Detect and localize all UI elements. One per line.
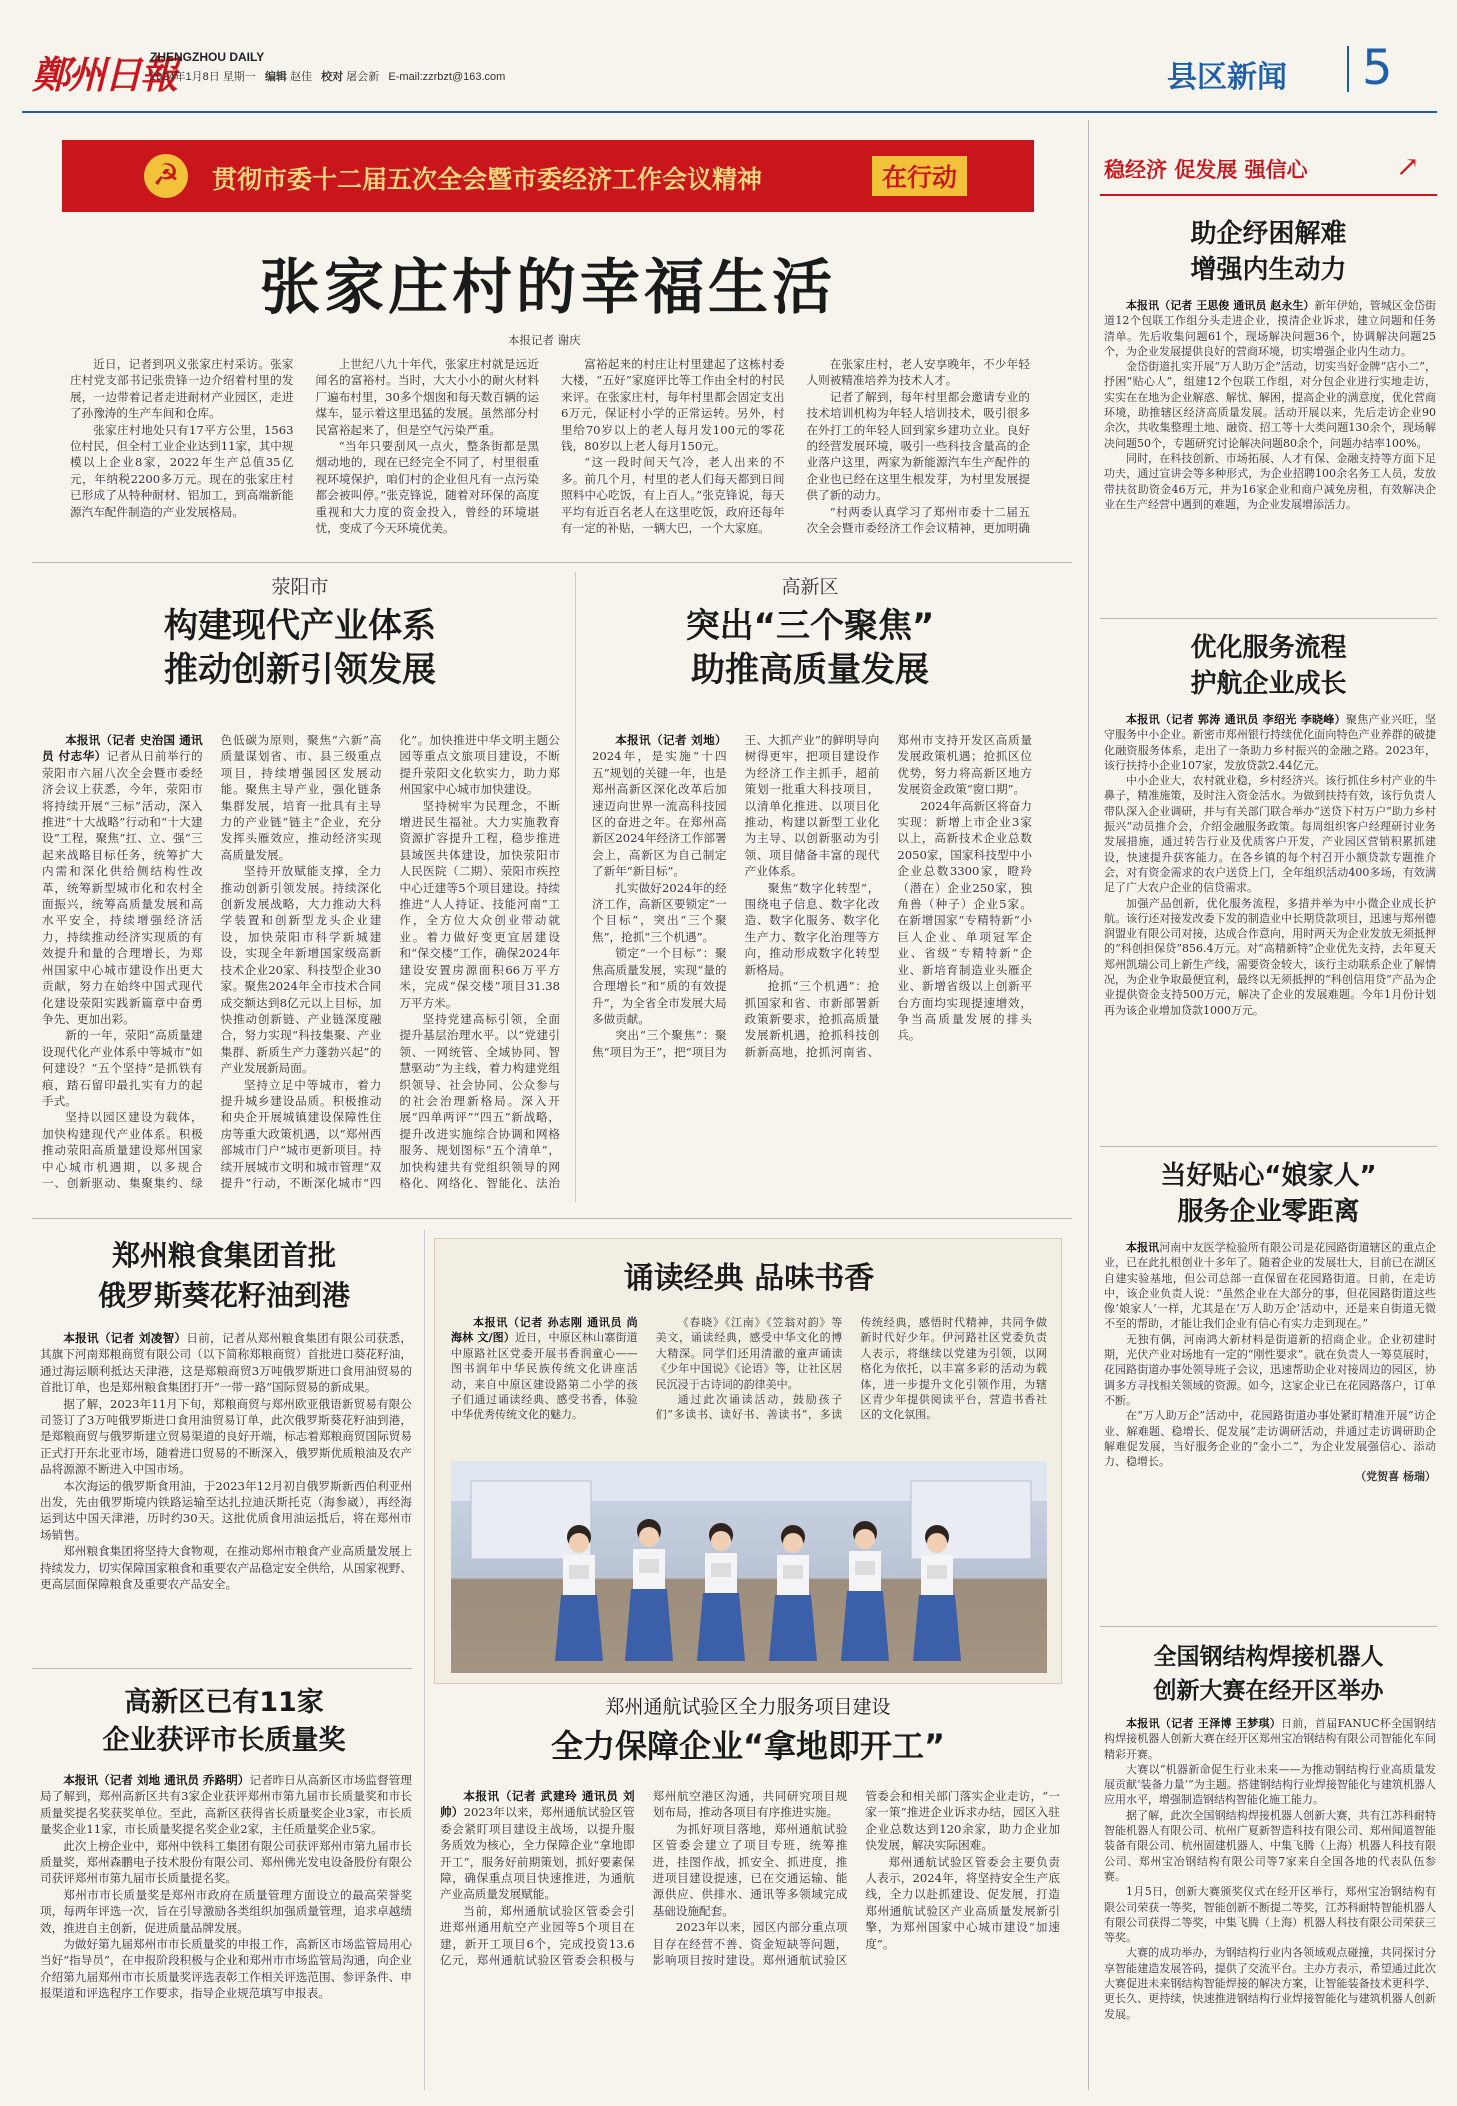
gaoxin-kicker: 高新区 xyxy=(781,576,839,598)
sidebar-rule xyxy=(1100,618,1437,619)
sidebar-story2-paragraph: 中小企业大，农村就业稳，乡村经济兴。该行抓住乡村产业的牛鼻子，精准施策，及时注入资金活水。为做到扶持有效，该行负责人带队深入企业调研，并与有关部门联合举办“送贷下村万户”助力乡村振兴“动员推介会，介绍金融服务政策。每周组织客户经理研讨业务发展措施，通过转告行业及优质客户开发，产业园区营销积累抓建设，快速提升获客能力。在各乡镇的每个村召开小额贷款专题推介会，对有资金需求的农户送贷上门，全年组织活动400多场，有效满足了广大农户企业的信贷需求。 xyxy=(1104,774,1436,895)
newspaper-logo: 鄭州日報 xyxy=(32,52,177,97)
lead-story-title: 张家庄村的幸福生活 xyxy=(260,253,836,323)
mid-rule xyxy=(32,1218,1072,1219)
xingyang-paragraph: 坚持树牢为民理念，不断增进民生福祉。大力实施教育资源扩容提升工程，稳步推进县域医共体建设，加快荥阳市人民医院（二期）、荥阳市疾控中心迁建等5个项目建设。持续推进“人人持证、技能河南”工作，全方位大众创业带动就业。着力做好变更宜居建设和“保交楼”工作，确保2024年建设安置房源面积66万平方米，完成“保交楼”项目31.38万平方米。 xyxy=(399,798,560,1010)
grain-paragraph: 日前，记者从郑州粮食集团有限公司获悉，其旗下河南郑粮商贸有限公司（以下简称郑粮商贸）首批进口葵花籽油，通过海运顺利抵达天津港，这是郑粮商贸3万吨俄罗斯进口食用油贸易的首批订单，也是郑州粮食集团打开“一带一路”国际贸易的新成果。 xyxy=(40,1331,412,1395)
grain-paragraph: 本次海运的俄罗斯食用油，于2023年12月初自俄罗斯新西伯利亚州出发，先由俄罗斯境内铁路运输至达扎拉迪沃斯托克（海参崴），再经海运到达中国天津港，历时约30天。这批优质食用油运抵后，将在郑州市场销售。 xyxy=(40,1478,412,1542)
section-title: 县区新闻 xyxy=(1167,60,1287,95)
sidebar-story3-signoff: （党贺喜 杨瑞） xyxy=(1355,1470,1436,1484)
sidebar-story1-title-line-1: 助企纾困解难 xyxy=(1190,219,1347,249)
xingyang-paragraph: 坚持党建高标引领，全面提升基层治理水平。以“党建引领、一网统管、全域协同、智慧驱动”为主线，着力构建党组织领导、社会协同、公众参与的社会治理新格局。深入开展“四单两评”“四五”新战略，提升改进实施综合协调和网格服务、规划图标“五个清单”，加快构建共有党组织领导的网格化、网络化、智能化、法治 xyxy=(399,1011,560,1190)
editor-label: 编辑 xyxy=(264,71,287,83)
reading-paragraph: 近日，中原区林山寨街道中原路社区党委开展书香润童心——图书润年中华民族传统文化讲座活动，来自中原区建设路第二小学的孩子们通过诵读经典、感受书香，体验中华优秀传统文化的魅力。 xyxy=(451,1331,638,1422)
airport-paragraph: 2023年以来，园区内部分重点项目存在经营不善、资金短缺等问题，影响项目按时建设。郑州通航试验区管委会和相关部门落实企业走访，“一家一策”推进企业诉求办结，园区入驻企业总数达到120余家，助力企业加快发展，解决实际困难。 xyxy=(652,1789,1060,1968)
sidebar-story2-title-line-2: 护航企业成长 xyxy=(1190,669,1347,699)
sidebar-story1-paragraph: 新年伊始，管城区金岱街道12个包联工作组分头走进企业，摸清企业诉求，建立问题和任务清单。先后收集问题61个，现场解决问题36个，协调解决问题25个，为企业发展提供良好的营商环境，切实增强企业内生动力。 xyxy=(1104,299,1436,358)
award-paragraph: 此次上榜企业中，郑州中铁科工集团有限公司获评郑州市第九届市长质量奖，郑州森鹏电子技术股份有限公司、郑州佛光发电设备股份有限公司获评郑州市第九届市长质量提名奖。 xyxy=(40,1838,412,1886)
sidebar-banner xyxy=(1100,150,1437,190)
banner-tag: 在行动 xyxy=(872,156,967,196)
xingyang-paragraph: 坚持开放赋能支撑，全力推动创新引领发展。持续深化创新发展战略，大力推动大科学装置和创新型龙头企业建设，加快荥阳市科学新城建设，实现全年新增国家级高新技术企业20家、科技型企业30家。聚焦2024年全市技术合同成交额达到8亿元以上目标，加快推动创新链、产业链深度融合，努力实现“科技集聚、产业集群、新质生产力蓬勃兴起”的产业发展新局面。 xyxy=(220,864,382,1076)
page-number-divider xyxy=(1347,46,1349,92)
gaoxin-paragraph: 抢抓“三个机遇”：抢抓国家和省、市新部署新政策新要求，抢抓高质量发展新机遇，抢抓科技创新新高地，抢抓河南省、郑州市支持开发区高质量发展政策机遇；抢抓区位优势，努力将高新区地方发展资金政策“窗口期”。 xyxy=(744,733,1032,1059)
sidebar-story4-title-line-2: 创新大赛在经开区举办 xyxy=(1153,1678,1384,1704)
issue-date: 2024年1月8日 星期一 xyxy=(150,71,256,83)
sidebar-story2-body xyxy=(1104,712,1436,1136)
lead-story-byline: 本报记者 谢庆 xyxy=(508,333,581,347)
lead-story-paragraph: 在张家庄村，老人安享晚年，不少年轻人则被精准培养为技术人才。 xyxy=(806,357,1030,388)
reading-title: 诵读经典 品味书香 xyxy=(623,1261,875,1296)
sidebar-story4-body xyxy=(1104,1716,1436,2088)
masthead-rule xyxy=(22,111,1437,113)
child-figures xyxy=(555,1519,961,1661)
gaoxin-title-line-2: 助推高质量发展 xyxy=(691,650,929,690)
airport-title: 全力保障企业“拿地即开工” xyxy=(550,1727,946,1765)
gaoxin-paragraph: 突出“三个聚焦”：聚焦“项目为王”，把“项目为王、大抓产业”的鲜明导向树得更牢，把项目建设作为经济工作主抓手，超前策划一批重大科技项目，以清单化推进、以项目化推动，构建以新型工业化为主导、以创新驱动为引领、项目储备丰富的现代产业体系。 xyxy=(592,733,880,1059)
award-body xyxy=(40,1772,412,2088)
sidebar-story2-lead-label: 本报讯（记者 郭涛 通讯员 李绍光 李晓峰） xyxy=(1126,713,1346,726)
airport-kicker: 郑州通航试验区全力服务项目建设 xyxy=(605,1696,891,1718)
lead-story-paragraph: 近日，记者到巩义张家庄村采访。张家庄村党支部书记张贵锋一边介绍着村里的发展，一边带着记者走进耐材产业园区，走进了孙豫涛的生产车间和仓库。 xyxy=(70,357,294,421)
lead-story-paragraph: 上世纪八九十年代，张家庄村就是远近闻名的富裕村。当时，大大小小的耐火材料厂遍布村里，30多个烟囱和每天数百辆的运煤车，显示着这里迅猛的发展。虽然部分村民富裕起来了，但是空气污染严重。 xyxy=(315,357,539,437)
gaoxin-paragraph: 2024年，是实施“十四五”规划的关键一年，也是郑州高新区深化改革后加速迈向世界一流高科技园区的奋进之年。在郑州高新区2024年经济工作部署会上，高新区为自己制定了新年“新目标”。 xyxy=(592,749,727,879)
gaoxin-paragraph: 扎实做好2024年的经济工作，高新区要锁定“一个目标”，突出“三个聚焦”，抢抓“三个机遇”。 xyxy=(592,880,727,944)
sidebar-story4-paragraph: 日前，首届FANUC杯全国钢结构焊接机器人创新大赛在经开区郑州宝冶钢结构有限公司智能化车间精彩开赛。 xyxy=(1104,1717,1436,1761)
award-paragraph: 为做好第九届郑州市市长质量奖的申报工作，高新区市场监管局用心当好“指导员”，在申报阶段积极与企业和郑州市市场监管局沟通，向企业介绍第九届郑州市市长质量奖评选表彰工作相关评选范围、参评条件、申报渠道和评选程序工作要求，指导企业规范填写申报表。 xyxy=(40,1937,412,2001)
column-divider xyxy=(575,572,576,1202)
contact-email[interactable]: E-mail:zzrbzt@163.com xyxy=(388,71,506,83)
award-title-line-2: 企业获评市长质量奖 xyxy=(102,1725,346,1756)
lead-story-paragraph: “当年只要刮风一点火，整条街都是黑烟动地的，现在已经完全不同了，村里很重视环境保护，咱们村的企业但凡有一点污染都会被叫停。”张克锋说，随着对环保的高度重视和大力度的资金投入，曾经的环境堪忧，变成了今天环境优美。 xyxy=(315,439,539,536)
xingyang-paragraph: 新的一年，荥阳“高质量建设现代化产业体系中等城市”如何建设？“五个坚持”是抓铁有痕，踏石留印最扎实有力的起手式。 xyxy=(42,1028,203,1108)
sidebar-banner-text: 稳经济 促发展 强信心 xyxy=(1104,158,1308,182)
sidebar-story3-paragraph: 无独有偶，河南鸿大新材料是街道新的招商企业。企业初建时期，光伏产业对场地有一定的“刚性要求”。就在负责人一筹莫展时，花园路街道办事处领导班子会议，迅速帮助企业对接周边的园区，协调多方寻找相关领域的资源。如今，这家企业已在花园路落户，订单不断。 xyxy=(1104,1332,1436,1407)
xingyang-lead-label: 本报讯（记者 史治国 通讯员 付志华） xyxy=(42,733,203,764)
sidebar-story1-lead-label: 本报讯（记者 王思俊 通讯员 赵永生） xyxy=(1126,299,1315,312)
grain-lead-label: 本报讯（记者 刘凌智） xyxy=(63,1331,187,1345)
airport-body xyxy=(440,1788,1060,2088)
banner-text: 贯彻市委十二届五次全会暨市委经济工作会议精神 xyxy=(212,165,763,194)
proof-name: 屠会新 xyxy=(346,71,380,83)
sidebar-story3-paragraph: 在“万人助万企”活动中，花园路街道办事处紧盯精准开展“访企业、解难题、稳增长、促发展”走访调研活动，并通过走访调研助企解难促发展，当好服务企业的“金小二”，为企业发展强信心、添动力、稳增长。 xyxy=(1104,1409,1436,1469)
airport-paragraph: 当前，郑州通航试验区管委会引进郑州通用航空产业园等5个项目在建，新开工项目6个，完成投资13.6亿元，郑州通航试验区管委会积极与郑州航空港区沟通，共同研究项目规划布局，推动各项目有序推进实施。 xyxy=(440,1789,848,1968)
sidebar-story4-paragraph: 1月5日，创新大赛颁奖仪式在经开区举行，郑州宝冶钢结构有限公司荣获一等奖，智能创新不断提二等奖，江苏科耐特智能机器人有限公司获得二等奖，中集飞腾（上海）机器人科技有限公司荣获三等奖。 xyxy=(1104,1885,1436,1945)
lead-story-paragraph: “村两委认真学习了郑州市委十二届五次全会暨市委经济工作会议精神，更加明确 xyxy=(806,504,1030,536)
gaoxin-paragraph: 2024年高新区将奋力实现：新增上市企业3家以上，高新技术企业总数2050家，国家科技型中小企业总数3300家，瞪羚（潜在）企业250家，独角兽（种子）企业5家。在新增国家“专精特新”小巨人企业、单项冠军企业、省级“专精特新”企业、新培育制造业头雁企业、新增省级以上创新平台方面均实现提速增效，争当高质量发展的排头兵。 xyxy=(897,798,1032,1043)
page-number: 5 xyxy=(1362,40,1393,96)
award-paragraph: 郑州市市长质量奖是郑州市政府在质量管理方面设立的最高荣誉奖项，每两年评选一次，旨在引导激励各类组织加强质量管理，追求卓越绩效，推进自主创新，促进质量品牌发展。 xyxy=(40,1887,412,1935)
xingyang-title-line-1: 构建现代产业体系 xyxy=(164,606,436,646)
sidebar-story3-title-line-1: 当好贴心“娘家人” xyxy=(1160,1161,1377,1191)
sidebar-story4-paragraph: 大赛的成功举办，为钢结构行业内各领域观点碰撞，共同探讨分享智能建造发展答码，提供了交流平台。主办方表示，希望通过此次大赛促进未来钢结构智能焊接的解决方案，让智能装备技术更科学、更长久、更持续，快速推进钢结构行业焊接智能化与建筑机器人创新发展。 xyxy=(1104,1946,1436,2021)
sidebar-story3-lead-label: 本报讯 xyxy=(1126,1241,1160,1254)
lead-story-paragraph: 富裕起来的村庄让村里建起了这栋村委大楼，“五好”家庭评比等工作由全村的村民来评。在张家庄村，每年村里都会固定支出6万元，保证村小学的正常运转。另外，村里给70岁以上的老人每月发100元的零花钱，80岁以上老人每月150元。 xyxy=(561,357,785,454)
sidebar-banner-rule xyxy=(1100,194,1437,196)
xingyang-title-line-2: 推动创新引领发展 xyxy=(164,650,436,690)
xingyang-paragraph: 记者从日前举行的荥阳市六届八次全会暨市委经济会议上获悉，今年，荥阳市将持续开展“三标”活动，深入推进“十大战略”行动和“十大建设”工程，聚焦“扛、立、强”三起来战略目标任务，统筹扩大内需和深化供给侧结构性改革，统筹新型城市化和农村全面振兴，统筹高质量发展和高水平安全，持续增强经济活力，持续推动经济实现质的有效提升和量的合理增长，为郑州国家中心城市建设作出更大贡献，努力在始终中国式现代化建设荥阳实践新篇章中奋勇争先、更加出彩。 xyxy=(42,749,203,1026)
sidebar-story1-body xyxy=(1104,298,1436,608)
sidebar-story1-paragraph: 金岱街道扎实开展“万人助万企”活动，切实当好金牌“店小二”，抒困“贴心人”，组建12个包联工作组，对分包企业进行实地走访，实实在在地为企业解惑、解忧、解困，提高企业的满意度，优化营商环境，助推辖区经济高质量发展。活动开展以来，先后走访企业90余次，共收集整理土地、融资、招工等十大类问题130余个，现场解决问题50个，专题研究讨论解决问题80余个，问题办结率100%。 xyxy=(1104,360,1436,450)
masthead xyxy=(22,40,1437,100)
sidebar-story1-title-line-2: 增强内生动力 xyxy=(1190,255,1347,285)
lead-story-paragraph: 张家庄村地处只有17平方公里，1563位村民，但全村工业企业达到11家，其中规模以上企业8家，2022年生产总值35亿元，年纳税2200多万元。现在的张家庄村已形成了从特种耐材、铝加工，到高端新能源汽车配件制造的产业发展格局。 xyxy=(70,422,294,519)
rising-arrow-icon: ↗ xyxy=(1396,150,1420,183)
grain-paragraph: 据了解，2023年11月下旬，郑粮商贸与郑州欧亚俄语新贸易有限公司签订了3万吨俄罗斯进口食用油贸易订单，此次俄罗斯葵花籽油到港，是郑粮商贸与俄罗斯建立贸易渠道的良好开端，标志着郑粮商贸国际贸易正式打开东北亚市场，随着进口贸易的不断深入，俄罗斯优质粮油及农产品将源源不断进入中国市场。 xyxy=(40,1396,412,1477)
party-emblem-icon: ☭ xyxy=(144,154,188,198)
gaoxin-paragraph: 聚焦“数字化转型”，围绕电子信息、数字化改造、数字化服务、数字化生产力、数字化治理等方向，推动形成数字化转型新格局。 xyxy=(744,880,880,977)
reading-body xyxy=(451,1315,1047,1455)
award-lead-label: 本报讯（记者 刘地 通讯员 乔路明） xyxy=(63,1773,250,1787)
sidebar-story1-paragraph: 同时，在科技创新、市场拓展、人才有保、金融支持等方面下足功夫，通过宣讲会等多种形式，为企业招聘100余名务工人员，发放带扶贫助资金46万元，并为16家企业和商户减免房租，有效解决企业在生产经营中遇到的难题，为企业发展增添活力。 xyxy=(1104,451,1436,511)
lead-story-paragraph: 记者了解到，每年村里都会邀请专业的技术培训机构为年轻人培训技术，吸引很多在外打工的年轻人回到家乡建功立业。良好的经营发展环境，吸引一些科技含量高的企业落户这里，两家为新能源汽车生产配件的企业也已经在这里生根发芽，为村里发展提供了新的动力。 xyxy=(806,389,1030,503)
column-divider xyxy=(424,1230,425,2090)
gaoxin-body xyxy=(592,732,1032,1202)
grain-paragraph: 郑州粮食集团将坚持大食物观，在推动郑州市粮食产业高质量发展上持续发力，切实保障国家粮食和重要农产品稳定安全供给，从国家视野、更高层面保障粮食及重要农产品安全。 xyxy=(40,1544,412,1592)
xingyang-paragraph: 坚持立足中等城市，着力提升城乡建设品质。积极推动和央企开展城镇建设保障性住房等重大政策机遇，以“郑州西部城市门户”城市更新项目。持续开展城市文明和城市管理“双提升”行动，不断深化城市“四化”。加快推进中华文明主题公园等重点文旅项目建设，不断提升荥阳文化软实力，助力郑州国家中心城市加快建设。 xyxy=(220,733,560,1190)
grain-rule xyxy=(32,1668,412,1669)
sidebar-story4-paragraph: 大赛以“机器新命促生行业未来——为推动钢结构行业高质量发展贡献‘装备力量’”为主题。搭建钢结构行业焊接智能化与建筑机器人应用水平，增强制造钢结构智能化施工能力。 xyxy=(1104,1762,1436,1807)
gaoxin-lead-label: 本报讯（记者 刘地） xyxy=(615,733,727,747)
sidebar-story3-paragraph: 河南中友医学检验所有限公司是花园路街道辖区的重点企业，已在此扎根创业十多年了。随着企业的发展壮大，目前已在湖区自建实验基地，但公司总部一直保留在花园路街道。日前，在走访中，该企业负责人说：“虽然企业在大部分的事，但花园路街道这些像‘娘家人’一样，尤其是在‘万人助万企’活动中，还是来自街道无微不至的帮助，才能让我们企业有信心有实力走到现在。” xyxy=(1104,1241,1436,1331)
sidebar-story4-lead-label: 本报讯（记者 王泽博 王梦琪） xyxy=(1126,1717,1282,1730)
grain-title-line-1: 郑州粮食集团首批 xyxy=(111,1239,336,1272)
gaoxin-title-line-1: 突出“三个聚焦” xyxy=(685,606,935,646)
award-paragraph: 记者昨日从高新区市场监督管理局了解到，郑州高新区共有3家企业获评郑州市第九届市长质量奖和市长质量奖提名奖获奖单位。至此，高新区获得省长质量奖企业3家，市长质量奖企业11家，市长质量奖提名奖企业2家，主任质量奖企业5家。 xyxy=(40,1773,412,1837)
sidebar-rule xyxy=(1100,1146,1437,1147)
proof-label: 校对 xyxy=(321,71,344,83)
airport-paragraph: 郑州通航试验区管委会主要负责人表示，2024年，将坚持安全生产底线，全力以赴抓建设、促发展，打造郑州通航试验区产业高质量发展新引擎，为郑州国家中心城市建设“加速度”。 xyxy=(865,1854,1060,1951)
sidebar-story3-body xyxy=(1104,1240,1436,1616)
reading-photo xyxy=(451,1461,1047,1673)
campaign-banner xyxy=(62,140,1034,212)
reading-lead-label: 本报讯（记者 孙志刚 通讯员 尚海林 文/图） xyxy=(451,1316,638,1345)
lead-story-rule xyxy=(32,562,1072,563)
xingyang-kicker: 荥阳市 xyxy=(271,576,329,598)
airport-lead-label: 本报讯（记者 武建玲 通讯员 刘帅） xyxy=(440,1789,635,1820)
grain-body xyxy=(40,1330,412,1658)
lead-story-paragraph: “这一段时间天气冷，老人出来的不多。前几个月，村里的老人们每天都到日间照料中心吃饭，有上百人。”张克锋说，每天平均有近百名老人在这里吃饭，政府还每年有一定的补贴，一辆大巴，一个大家庭。 xyxy=(561,455,785,536)
lead-story-body xyxy=(70,356,1030,548)
sidebar-rule xyxy=(1100,1626,1437,1627)
sidebar-story2-paragraph: 加强产品创新，优化服务流程，多措并举为中小微企业成长护航。该行还对接发改委下发的制造业中长期贷款项目，迅速与郑州德润盟业有限公司对接，达成合作意向，用时两天为企业发放无须抵押的“科创担保贷”856.4万元。对“高精新特”企业优先支持，去年夏天郑州凯瑞公司上新生产线，需要资金较大，该行主动联系企业了解情况，为企业争取最便宜利，最终以无须抵押的“科创信用贷”产品为企业提供资金支持500万元，解决了企业的发展难题。今年1月份计划再为该企业增加贷款1000万元。 xyxy=(1104,896,1436,1017)
xingyang-body xyxy=(42,732,560,1202)
sidebar-story4-title-line-1: 全国钢结构焊接机器人 xyxy=(1153,1644,1384,1670)
grain-title-line-2: 俄罗斯葵花籽油到港 xyxy=(97,1279,350,1312)
sidebar-story4-paragraph: 据了解，此次全国钢结构焊接机器人创新大赛，共有江苏科耐特智能机器人有限公司、杭州广夏新智造科技有限公司、郑州闻道智能装备有限公司、杭州固建机器人、中集飞腾（上海）机器人科技有限公司、郑州宝冶钢结构有限公司等7家来自全国各地的代表队伍参赛。 xyxy=(1104,1808,1436,1883)
gaoxin-paragraph: 锁定“一个目标”：聚焦高质量发展，实现“量的合理增长”和“质的有效提升”，为全省全市发展大局多做贡献。 xyxy=(592,946,727,1026)
masthead-info xyxy=(150,68,505,84)
airport-paragraph: 为抓好项目落地，郑州通航试验区管委会建立了项目专班，统筹推进，挂图作战，抓安全、抓进度，推进项目建设提速，已在交通运输、能源供应、供排水、通讯等多领域完成基础设施配套。 xyxy=(652,1821,848,1918)
children-reading-illustration xyxy=(451,1461,1047,1673)
editor-name: 赵佳 xyxy=(290,71,312,83)
sidebar-divider xyxy=(1088,120,1089,2090)
reading-paragraph: 《春晓》《江南》《笠翁对韵》等美文，诵读经典，感受中华文化的博大精深。同学们还用清澈的童声诵读《少年中国说》《论语》等，让社区居民沉浸于古诗词的韵律美中。 xyxy=(655,1316,843,1391)
reading-paragraph: 通过此次诵读活动，鼓励孩子们“多读书、读好书、善读书”，多读传统经典，感悟时代精神，共同争做新时代好少年。伊河路社区党委负责人表示，将继续以党建为引领，以网格化为依托，以丰富多彩的活动为载体，进一步提升文化引领作用，为辖区青少年提供阅读平台，营造书香社区的文化氛围。 xyxy=(655,1316,1047,1422)
xingyang-paragraph: 坚持以园区建设为载体，加快构建现代产业体系。积极推动荥阳高质量建设郑州国家中心城市机遇期，以多规合一、创新驱动、集聚集约、绿色低碳为原则，聚焦“六新”高质量谋划省、市、县三级重点项目，持续增强园区发展动能。聚焦主导产业，强化链条集群发展，培育一批具有主导力的产业链“链主”企业，充分发挥头雁效应，推动经济实现高质量发展。 xyxy=(42,733,382,1190)
award-title-line-1: 高新区已有11家 xyxy=(124,1687,324,1718)
reading-box xyxy=(434,1238,1062,1684)
newspaper-english-name: ZHENGZHOU DAILY xyxy=(150,50,265,64)
airport-paragraph: 2023年以来，郑州通航试验区管委会紧盯项目建设主战场，以提升服务质效为核心，全力保障企业“拿地即开工”，服务好前期策划，抓好要素保障，确保重点项目快速推进，为通航产业高质量发展赋能。 xyxy=(440,1805,635,1902)
sidebar-story3-title-line-2: 服务企业零距离 xyxy=(1177,1197,1360,1227)
sidebar-story2-paragraph: 聚焦产业兴旺，坚守服务中小企业。新密市郑州银行持续优化面向特色产业养群的破捷化融资服务体系，走出了一条助力乡村振兴的金融之路。2023年，该行扶持小企业107家，发放贷款2.44亿元。 xyxy=(1104,713,1436,772)
sidebar-story2-title-line-1: 优化服务流程 xyxy=(1190,633,1347,663)
